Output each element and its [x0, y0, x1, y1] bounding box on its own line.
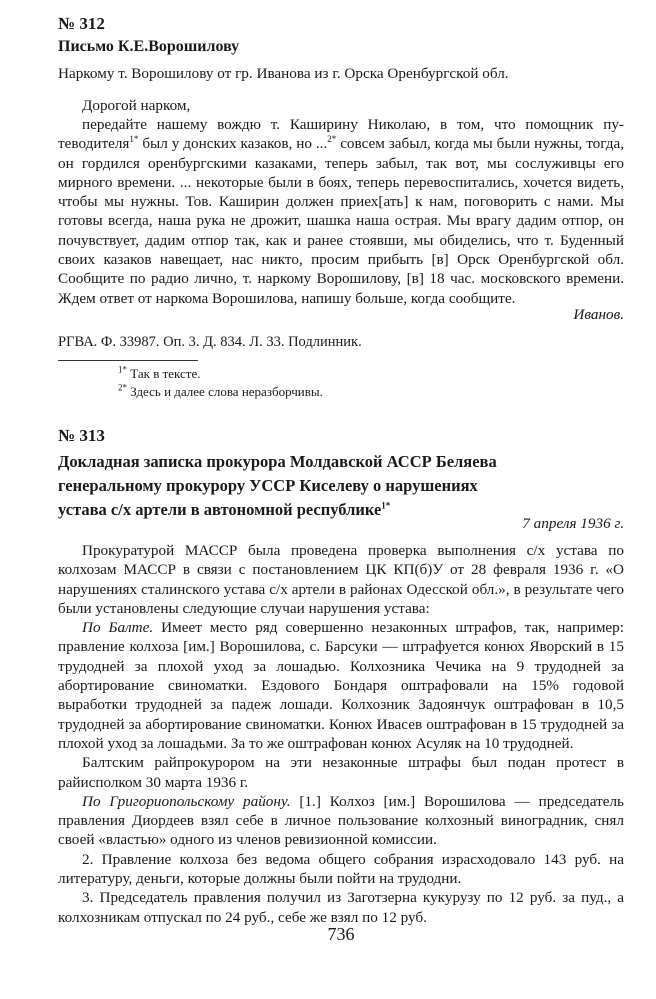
footnote-ref-2: 2*	[327, 134, 337, 145]
doc313-title-footnote-ref: 1*	[381, 500, 391, 511]
footnote-1-text: Так в тексте.	[127, 366, 201, 381]
page-number: 736	[327, 924, 355, 944]
doc313-body	[58, 541, 624, 927]
grigoriopol-item-2: 2. Правление колхоза без ведома общего собрания израсходовало 143 руб. на литературу, деньги, которые должны были пойти на трудодни.	[58, 850, 624, 888]
doc312-number: № 312	[58, 14, 105, 33]
letter-body	[58, 115, 624, 308]
greeting: Дорогой нарком,	[82, 97, 191, 114]
grigoriopol-label: По Григориопольскому району.	[82, 792, 291, 810]
doc313-title	[58, 450, 528, 522]
footnote-ref-1: 1*	[129, 134, 139, 145]
footnote-2	[118, 382, 323, 402]
doc312-greeting-block	[58, 96, 624, 115]
doc313-title-text: Докладная записка прокурора Молдавской АССР Беляева генеральному прокурору УССР Киселеву о нарушениях устава с/х артели в автономной республике	[58, 452, 497, 519]
doc313-intro: Прокуратурой МАССР была проведена проверка выполнения с/х устава по колхозам МАССР в связи с постановлением ЦК КП(б)У от 28 февраля 1936 г. «О нарушениях сталинского устава с/х артели в районах Одесской обл.», в результате чего были установлены следующие случаи нарушения устава:	[58, 542, 624, 617]
doc312-source: РГВА. Ф. 33987. Оп. 3. Д. 834. Л. 33. Подлинник.	[58, 334, 362, 350]
balta-protest: Балтским райпрокурором на эти незаконные штрафы был подан протест в райисполком 30 марта 1936 г.	[58, 754, 624, 791]
footnote-1	[118, 364, 201, 384]
footnote-2-mark: 2*	[118, 382, 127, 393]
balta-label: По Балте.	[82, 619, 154, 637]
doc313-number: № 313	[58, 426, 105, 445]
balta-paragraph	[58, 618, 624, 753]
letter-body-part2: был у донских казаков, но ...	[138, 135, 328, 153]
footnote-1-mark: 1*	[118, 364, 127, 375]
doc312-addressee	[58, 64, 624, 83]
letter-body-part1: передайте нашему вождю т. Каширину Николаю, в том, что помощник пу-теводителя	[58, 116, 624, 153]
doc313-date: 7 апреля 1936 г.	[522, 515, 624, 532]
footnote-divider	[58, 360, 198, 361]
doc312-body	[58, 115, 624, 308]
addressee-line: Наркому т. Ворошилову от гр. Иванова из г. Орска Оренбургской обл.	[58, 65, 509, 82]
grigoriopol-paragraph	[58, 792, 624, 850]
footnote-2-text: Здесь и далее слова неразборчивы.	[127, 384, 323, 399]
grigoriopol-text: [1.] Колхоз [им.] Ворошилова — председатель правления Диордеев взял себе в личное пользование колхозный виноградник, снял своей «властью» одного из членов ревизионной комиссии.	[58, 792, 624, 849]
grigoriopol-item-3: 3. Председатель правления получил из Заготзерна кукурузу по 12 руб. за пуд., а колхозникам отпускал по 24 руб., себе же взял по 12 руб.	[58, 889, 624, 926]
doc312-title: Письмо К.Е.Ворошилову	[58, 38, 240, 55]
doc312-signature: Иванов.	[573, 306, 624, 323]
balta-text: Имеет место ряд совершенно незаконных штрафов, так, например: правление колхоза [им.] Ворошилова, с. Барсуки — штрафуется конюх Яворский в 15 трудодней за плохой уход за лошадью. Колхозника Чечика на 9 трудодней за абортирование свиноматки. Ездового Бондаря оштрафовали на 15% годовой выработки трудодней за падеж лошади. Колхозник Задоянчук оштрафован в 10,5 трудодней за абортирование свиноматки. Конюх Ивасев оштрафован в 15 трудодней за плохой уход за лошадьми. За то же оштрафован конюх Асуляк на 10 трудодней.	[58, 619, 624, 752]
letter-body-part3: совсем забыл, когда мы были нужны, тогда, он гордился оренбургскими казаками, теперь забыл, так вот, мы сослуживцы его мирного времени. ... некоторые были в боях, теперь перевоспитались, хочется видеть, чтобы мы нужны. Тов. Каширин должен приех[ать] к нам, поговорить с нами. Мы готовы всегда, наша рука не дрожит, шашка наша острая. Мы врагу дадим отпор, он почувствует, дадим отпор так, как и ранее стоявши, мы обиделись, что т. Буденный своих казаков навещает, нас никто, просим прибыть [в] Орск Оренбургской обл. Сообщите по радио лично, т. наркому Ворошилову, [в] 18 час. московского времени. Ждем ответ от наркома Ворошилова, напишу больше, когда сообщите.	[58, 135, 624, 307]
